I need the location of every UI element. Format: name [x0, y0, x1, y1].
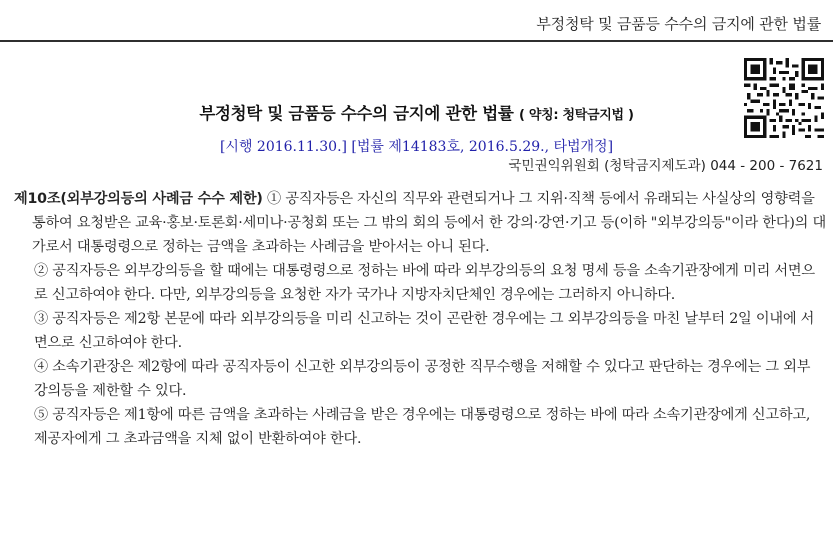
article-heading: 제10조(외부강의등의 사례금 수수 제한) [14, 191, 263, 207]
article-paragraph-5: ⑤ 공직자등은 제1항에 따른 금액을 초과하는 사례금을 받은 경우에는 대통령령으로 정하는 바에 따라 소속기관장에게 신고하고, 제공자에게 그 초과금액을 지체 없이 반환하여야 한다. [34, 407, 811, 447]
article-paragraph-2: ② 공직자등은 외부강의등을 할 때에는 대통령령으로 정하는 바에 따라 외부강의등의 요청 명세 등을 소속기관장에게 미리 서면으로 신고하여야 한다. 다만, 외부강의등을 요청한 자가 국가나 지방자치단체인 경우에는 그러하지 아니하다. [34, 263, 815, 303]
paragraph-1-text: ① 공직자등은 자신의 직무와 관련되거나 그 지위·직책 등에서 유래되는 사실상의 영향력을 통하여 요청받은 교육·홍보·토론회·세미나·공청회 또는 그 밖의 회의 등에서 한 강의·강연·기고 등(이하 "외부강의등"이라 한다)의 대가로서 대통령령으로 정하는 금액을 초과하는 사례금을 받아서는 아니 된다. [32, 191, 826, 255]
qr-code-icon [744, 58, 824, 138]
law-title: 부정청탁 및 금품등 수수의 금지에 관한 법률 [199, 104, 514, 123]
article-paragraph-1 [14, 187, 826, 259]
header-divider [0, 40, 833, 42]
running-title: 부정청탁 및 금품등 수수의 금지에 관한 법률 [536, 15, 821, 33]
law-abbreviation: ( 약칭: 청탁금지법 ) [518, 108, 634, 123]
law-title-block [0, 100, 833, 124]
article-body [14, 187, 826, 451]
running-header [0, 0, 833, 38]
article-paragraph-4: ④ 소속기관장은 제2항에 따라 공직자등이 신고한 외부강의등이 공정한 직무수행을 저해할 수 있다고 판단하는 경우에는 그 외부강의등을 제한할 수 있다. [34, 359, 811, 399]
enforcement-info: [시행 2016.11.30.] [법률 제14183호, 2016.5.29., 타법개정] [219, 139, 614, 155]
article-paragraph-3: ③ 공직자등은 제2항 본문에 따라 외부강의등을 미리 신고하는 것이 곤란한 경우에는 그 외부강의등을 마친 날부터 2일 이내에 서면으로 신고하여야 한다. [34, 311, 815, 351]
agency-contact: 국민권익위원회 (청탁금지제도과) 044 - 200 - 7621 [508, 158, 823, 174]
